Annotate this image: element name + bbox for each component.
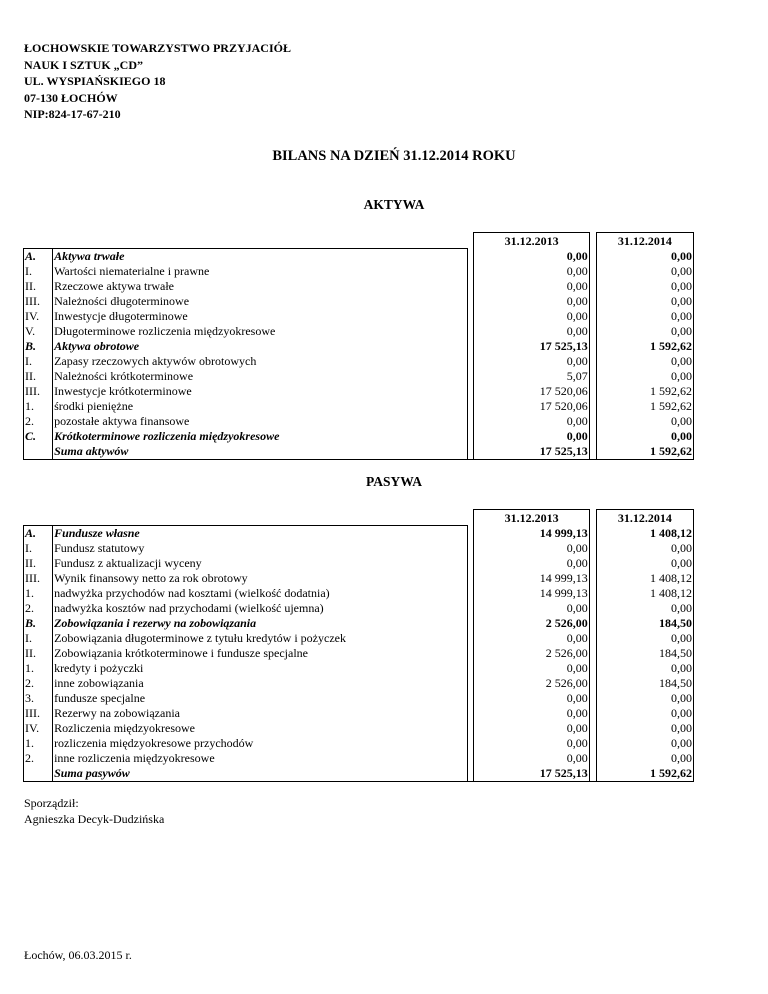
pasywa-row	[24, 751, 694, 766]
aktywa-row-number: IV.	[24, 309, 53, 324]
aktywa-row-value-2014: 0,00	[596, 279, 693, 294]
pasywa-row-label: nadwyżka przychodów nad kosztami (wielkość dodatnia)	[53, 586, 468, 601]
pasywa-row-value-2013: 0,00	[474, 556, 589, 571]
pasywa-row-number: II.	[24, 646, 53, 661]
spacer	[589, 541, 596, 556]
aktywa-row-value-2014: 0,00	[596, 414, 693, 429]
pasywa-row	[24, 721, 694, 736]
aktywa-row-label: Inwestycje długoterminowe	[53, 309, 468, 324]
pasywa-row-value-2014: 0,00	[596, 691, 693, 706]
aktywa-col-2014: 31.12.2014	[596, 233, 693, 249]
pasywa-row-label: Suma pasywów	[53, 766, 468, 782]
aktywa-row-number: C.	[24, 429, 53, 444]
spacer	[589, 706, 596, 721]
pasywa-row-number: IV.	[24, 721, 53, 736]
aktywa-row	[24, 384, 694, 399]
pasywa-row-number: 1.	[24, 736, 53, 751]
pasywa-row-value-2013: 0,00	[474, 631, 589, 646]
pasywa-row	[24, 601, 694, 616]
pasywa-row-number: 1.	[24, 661, 53, 676]
pasywa-row-label: inne zobowiązania	[53, 676, 468, 691]
pasywa-row	[24, 631, 694, 646]
aktywa-row	[24, 339, 694, 354]
aktywa-row-number	[24, 444, 53, 460]
aktywa-row-label: Długoterminowe rozliczenia międzyokresowe	[53, 324, 468, 339]
pasywa-row-value-2013: 2 526,00	[474, 676, 589, 691]
aktywa-row	[24, 444, 694, 460]
pasywa-row-label: Wynik finansowy netto za rok obrotowy	[53, 571, 468, 586]
pasywa-row-label: Fundusze własne	[53, 525, 468, 541]
pasywa-row-value-2013: 0,00	[474, 661, 589, 676]
pasywa-row-label: Zobowiązania i rezerwy na zobowiązania	[53, 616, 468, 631]
pasywa-row-value-2013: 2 526,00	[474, 616, 589, 631]
pasywa-row-label: Fundusz statutowy	[53, 541, 468, 556]
aktywa-row-label: środki pieniężne	[53, 399, 468, 414]
pasywa-row-number: 1.	[24, 586, 53, 601]
prepared-label: Sporządził:	[24, 796, 79, 810]
aktywa-row	[24, 354, 694, 369]
pasywa-row-number: III.	[24, 571, 53, 586]
pasywa-row-number: 2.	[24, 751, 53, 766]
aktywa-row-value-2014: 1 592,62	[596, 444, 693, 460]
organization-header	[24, 40, 291, 123]
pasywa-row-value-2013: 0,00	[474, 721, 589, 736]
spacer	[589, 751, 596, 766]
prepared-by	[24, 795, 164, 827]
pasywa-row	[24, 661, 694, 676]
aktywa-col-2013: 31.12.2013	[474, 233, 589, 249]
aktywa-row-value-2014: 0,00	[596, 248, 693, 264]
aktywa-row-value-2013: 0,00	[474, 324, 589, 339]
pasywa-row-label: Rozliczenia międzyokresowe	[53, 721, 468, 736]
pasywa-row-label: kredyty i pożyczki	[53, 661, 468, 676]
aktywa-row-value-2014: 0,00	[596, 309, 693, 324]
aktywa-row-label: Suma aktywów	[53, 444, 468, 460]
aktywa-row	[24, 414, 694, 429]
pasywa-row	[24, 736, 694, 751]
pasywa-row	[24, 646, 694, 661]
spacer	[589, 264, 596, 279]
aktywa-row-value-2013: 17 525,13	[474, 339, 589, 354]
aktywa-row-label: Inwestycje krótkoterminowe	[53, 384, 468, 399]
aktywa-row-value-2013: 0,00	[474, 354, 589, 369]
aktywa-row-value-2014: 0,00	[596, 264, 693, 279]
aktywa-row-value-2014: 1 592,62	[596, 339, 693, 354]
org-address-street: UL. WYSPIAŃSKIEGO 18	[24, 74, 166, 88]
aktywa-row-value-2013: 0,00	[474, 248, 589, 264]
aktywa-row-value-2014: 0,00	[596, 354, 693, 369]
pasywa-row-number: B.	[24, 616, 53, 631]
pasywa-row-label: Zobowiązania długoterminowe z tytułu kredytów i pożyczek	[53, 631, 468, 646]
aktywa-row-label: Należności krótkoterminowe	[53, 369, 468, 384]
spacer	[589, 399, 596, 414]
pasywa-row	[24, 676, 694, 691]
spacer	[589, 736, 596, 751]
aktywa-row	[24, 324, 694, 339]
aktywa-row-value-2014: 0,00	[596, 324, 693, 339]
aktywa-table	[23, 232, 694, 460]
document-title: BILANS NA DZIEŃ 31.12.2014 ROKU	[272, 148, 516, 164]
pasywa-row-value-2014: 0,00	[596, 721, 693, 736]
pasywa-row	[24, 586, 694, 601]
pasywa-row	[24, 706, 694, 721]
spacer	[589, 616, 596, 631]
pasywa-row-label: Zobowiązania krótkoterminowe i fundusze specjalne	[53, 646, 468, 661]
prepared-name: Agnieszka Decyk-Dudzińska	[24, 812, 165, 826]
spacer	[589, 721, 596, 736]
aktywa-row-value-2014: 0,00	[596, 369, 693, 384]
pasywa-row-value-2013: 0,00	[474, 691, 589, 706]
pasywa-row-number: II.	[24, 556, 53, 571]
spacer	[589, 414, 596, 429]
pasywa-row-value-2014: 1 408,12	[596, 571, 693, 586]
aktywa-row	[24, 369, 694, 384]
pasywa-row	[24, 616, 694, 631]
spacer	[589, 384, 596, 399]
aktywa-row-number: V.	[24, 324, 53, 339]
pasywa-row-label: Fundusz z aktualizacji wyceny	[53, 556, 468, 571]
spacer	[589, 601, 596, 616]
aktywa-row-number: III.	[24, 294, 53, 309]
spacer	[589, 646, 596, 661]
pasywa-row-value-2014: 1 408,12	[596, 525, 693, 541]
spacer	[589, 631, 596, 646]
pasywa-row-label: inne rozliczenia międzyokresowe	[53, 751, 468, 766]
pasywa-row-value-2014: 184,50	[596, 676, 693, 691]
pasywa-row-label: Rezerwy na zobowiązania	[53, 706, 468, 721]
aktywa-row-label: Aktywa trwałe	[53, 248, 468, 264]
aktywa-row-label: Należności długoterminowe	[53, 294, 468, 309]
aktywa-row-number: I.	[24, 354, 53, 369]
aktywa-row-number: A.	[24, 248, 53, 264]
aktywa-row	[24, 399, 694, 414]
aktywa-row-value-2013: 0,00	[474, 429, 589, 444]
aktywa-row	[24, 309, 694, 324]
pasywa-row-value-2014: 0,00	[596, 541, 693, 556]
pasywa-row-value-2014: 0,00	[596, 601, 693, 616]
pasywa-col-2014: 31.12.2014	[596, 510, 693, 526]
place-date: Łochów, 06.03.2015 r.	[24, 948, 132, 962]
aktywa-row-label: Rzeczowe aktywa trwałe	[53, 279, 468, 294]
spacer	[589, 661, 596, 676]
spacer	[589, 354, 596, 369]
pasywa-row-number: 2.	[24, 676, 53, 691]
pasywa-row-value-2013: 17 525,13	[474, 766, 589, 782]
aktywa-row-value-2013: 17 520,06	[474, 399, 589, 414]
spacer	[589, 444, 596, 460]
aktywa-row-value-2013: 0,00	[474, 294, 589, 309]
pasywa-heading: PASYWA	[365, 474, 422, 489]
pasywa-row-value-2014: 0,00	[596, 706, 693, 721]
aktywa-row-value-2014: 0,00	[596, 429, 693, 444]
spacer	[589, 339, 596, 354]
aktywa-row-label: Zapasy rzeczowych aktywów obrotowych	[53, 354, 468, 369]
aktywa-row-number: III.	[24, 384, 53, 399]
aktywa-row-number: 1.	[24, 399, 53, 414]
pasywa-row-label: fundusze specjalne	[53, 691, 468, 706]
aktywa-row-value-2014: 0,00	[596, 294, 693, 309]
pasywa-row-value-2013: 0,00	[474, 706, 589, 721]
pasywa-row-label: rozliczenia międzyokresowe przychodów	[53, 736, 468, 751]
pasywa-row-number: 2.	[24, 601, 53, 616]
pasywa-row-value-2014: 1 408,12	[596, 586, 693, 601]
pasywa-row-value-2013: 14 999,13	[474, 571, 589, 586]
aktywa-row-number: B.	[24, 339, 53, 354]
pasywa-row	[24, 766, 694, 782]
spacer	[589, 571, 596, 586]
pasywa-row-value-2014: 1 592,62	[596, 766, 693, 782]
spacer	[589, 429, 596, 444]
aktywa-row-value-2013: 17 520,06	[474, 384, 589, 399]
pasywa-row-value-2013: 0,00	[474, 541, 589, 556]
aktywa-row-label: Krótkoterminowe rozliczenia międzyokresowe	[53, 429, 468, 444]
pasywa-row-number: 3.	[24, 691, 53, 706]
pasywa-row	[24, 556, 694, 571]
aktywa-row	[24, 429, 694, 444]
aktywa-row-label: pozostałe aktywa finansowe	[53, 414, 468, 429]
aktywa-heading: AKTYWA	[363, 197, 425, 212]
pasywa-row-value-2014: 0,00	[596, 556, 693, 571]
pasywa-row-value-2013: 14 999,13	[474, 525, 589, 541]
pasywa-row	[24, 691, 694, 706]
spacer	[589, 248, 596, 264]
aktywa-row-value-2013: 17 525,13	[474, 444, 589, 460]
aktywa-row-value-2013: 0,00	[474, 309, 589, 324]
pasywa-row-value-2014: 0,00	[596, 661, 693, 676]
aktywa-row-number: II.	[24, 369, 53, 384]
pasywa-table	[23, 509, 694, 782]
aktywa-row	[24, 248, 694, 264]
spacer	[589, 369, 596, 384]
pasywa-row-number: A.	[24, 525, 53, 541]
aktywa-row-label: Aktywa obrotowe	[53, 339, 468, 354]
spacer	[589, 586, 596, 601]
org-address-city: 07-130 ŁOCHÓW	[24, 90, 118, 105]
aktywa-row-value-2014: 1 592,62	[596, 399, 693, 414]
pasywa-row-number: I.	[24, 541, 53, 556]
pasywa-row-value-2014: 0,00	[596, 631, 693, 646]
pasywa-row-value-2014: 0,00	[596, 751, 693, 766]
aktywa-row-value-2013: 5,07	[474, 369, 589, 384]
pasywa-row	[24, 541, 694, 556]
aktywa-row	[24, 294, 694, 309]
pasywa-row-number: III.	[24, 706, 53, 721]
aktywa-row-value-2014: 1 592,62	[596, 384, 693, 399]
aktywa-row-label: Wartości niematerialne i prawne	[53, 264, 468, 279]
aktywa-row	[24, 264, 694, 279]
aktywa-row-value-2013: 0,00	[474, 414, 589, 429]
spacer	[589, 556, 596, 571]
pasywa-row-value-2014: 184,50	[596, 646, 693, 661]
pasywa-row	[24, 525, 694, 541]
aktywa-row-value-2013: 0,00	[474, 279, 589, 294]
pasywa-row-number	[24, 766, 53, 782]
aktywa-row-value-2013: 0,00	[474, 264, 589, 279]
aktywa-row-number: I.	[24, 264, 53, 279]
pasywa-row-value-2013: 0,00	[474, 601, 589, 616]
org-nip: NIP:824-17-67-210	[24, 107, 121, 121]
aktywa-row	[24, 279, 694, 294]
pasywa-row-value-2013: 14 999,13	[474, 586, 589, 601]
pasywa-row-number: I.	[24, 631, 53, 646]
pasywa-row-value-2013: 0,00	[474, 736, 589, 751]
pasywa-col-2013: 31.12.2013	[474, 510, 589, 526]
aktywa-row-number: 2.	[24, 414, 53, 429]
spacer	[589, 324, 596, 339]
spacer	[589, 676, 596, 691]
spacer	[589, 309, 596, 324]
spacer	[589, 691, 596, 706]
aktywa-row-number: II.	[24, 279, 53, 294]
pasywa-row-label: nadwyżka kosztów nad przychodami (wielkość ujemna)	[53, 601, 468, 616]
pasywa-row-value-2013: 2 526,00	[474, 646, 589, 661]
spacer	[589, 525, 596, 541]
pasywa-row-value-2014: 0,00	[596, 736, 693, 751]
spacer	[589, 766, 596, 782]
pasywa-row-value-2014: 184,50	[596, 616, 693, 631]
pasywa-row	[24, 571, 694, 586]
pasywa-row-value-2013: 0,00	[474, 751, 589, 766]
org-name-line2: NAUK I SZTUK „CD”	[24, 57, 144, 72]
org-name-line1: ŁOCHOWSKIE TOWARZYSTWO PRZYJACIÓŁ	[24, 41, 291, 55]
spacer	[589, 279, 596, 294]
spacer	[589, 294, 596, 309]
